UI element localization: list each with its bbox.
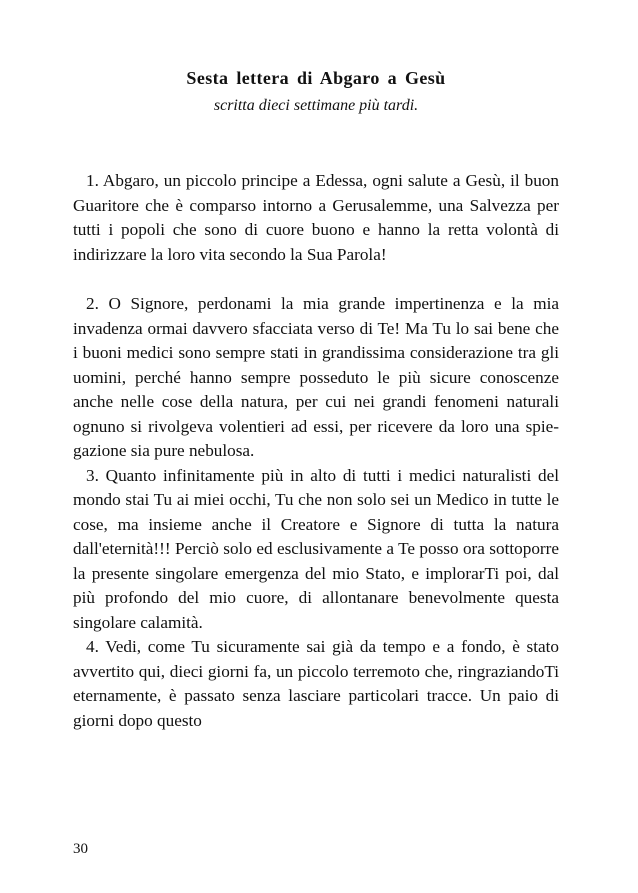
letter-body xyxy=(73,169,559,733)
letter-subtitle: scritta dieci settimane più tardi. xyxy=(213,97,419,114)
paragraph-2-text: 2. O Signore, perdonami la mia grande impertinenza e la mia invadenza ormai davvero sfacciata verso di Te! Ma Tu lo sai bene che i buoni medici sono sempre stati in grandissima considerazione tra gli uomini, perché hanno sempre posseduto le più sicure conoscenze anche nelle cose della natura, per cui nei grandi fenomeni naturali ognuno si rivolgeva volentieri ad essi, per ricevere da loro una spiegazione sia pure nebulosa. xyxy=(73,294,559,460)
paragraph-2 xyxy=(73,292,559,464)
page-number: 30 xyxy=(73,841,88,857)
paragraph-1 xyxy=(73,169,559,267)
paragraph-3 xyxy=(73,464,559,636)
paragraph-1-text: 1. Abgaro, un piccolo principe a Edessa, ogni salute a Gesù, il buon Guaritore che è comparso intorno a Gerusalemme, una Salvezza per tutti i popoli che sono di cuore buono e hanno la retta volontà di indirizzare la loro vita secondo la Sua Parola! xyxy=(73,171,559,264)
paragraph-3-text: 3. Quanto infinitamente più in alto di tutti i medici naturalisti del mondo stai Tu ai miei occhi, Tu che non solo sei un Medico in tutte le cose, ma insieme anche il Creatore e Signore di tutta la natura dall'eternità!!! Perciò solo ed esclusivamente a Te posso ora sottoporre la presente singolare emergenza del mio Stato, e implorarTi poi, dal più profondo del mio cuore, di allontanare benevolmente questa singolare calamità. xyxy=(73,465,559,632)
paragraph-4-text: 4. Vedi, come Tu sicuramente sai già da tempo e a fondo, è stato avvertito qui, dieci giorni fa, un piccolo terremoto che, ringraziandoTi eternamente, è passato senza lasciare particolari tracce. Un paio di giorni dopo questo xyxy=(73,637,559,730)
paragraph-4 xyxy=(73,635,559,733)
book-page xyxy=(73,0,559,893)
letter-title: Sesta lettera di Abgaro a Gesù xyxy=(186,68,446,88)
